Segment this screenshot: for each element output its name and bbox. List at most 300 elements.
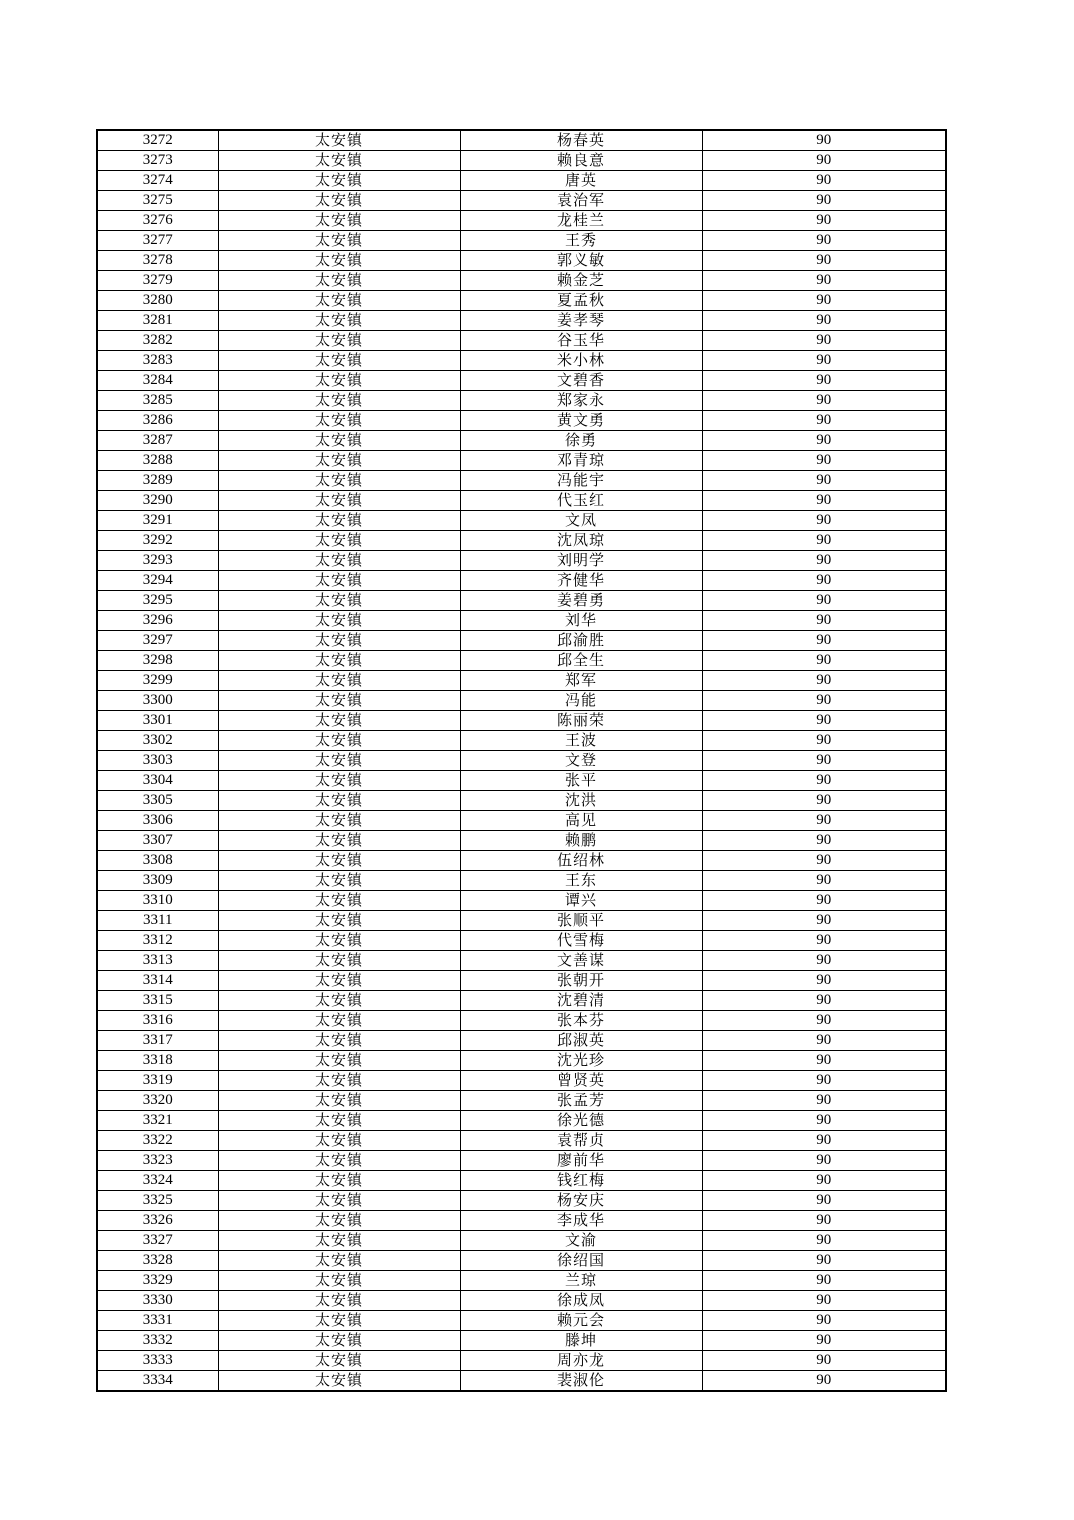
town-cell: 太安镇 bbox=[218, 671, 460, 691]
table-row bbox=[97, 1111, 946, 1131]
value-cell: 90 bbox=[702, 491, 946, 511]
name-cell: 邱全生 bbox=[460, 651, 702, 671]
value-cell: 90 bbox=[702, 171, 946, 191]
table-row bbox=[97, 791, 946, 811]
value-cell: 90 bbox=[702, 671, 946, 691]
table-body bbox=[97, 130, 946, 1391]
name-cell: 邱渝胜 bbox=[460, 631, 702, 651]
name-cell: 张平 bbox=[460, 771, 702, 791]
town-cell: 太安镇 bbox=[218, 1111, 460, 1131]
name-cell: 王秀 bbox=[460, 231, 702, 251]
town-cell: 太安镇 bbox=[218, 191, 460, 211]
row-number-cell: 3298 bbox=[97, 651, 218, 671]
name-cell: 沈凤琼 bbox=[460, 531, 702, 551]
table-row bbox=[97, 151, 946, 171]
table-row bbox=[97, 1231, 946, 1251]
town-cell: 太安镇 bbox=[218, 411, 460, 431]
name-cell: 曾贤英 bbox=[460, 1071, 702, 1091]
row-number-cell: 3294 bbox=[97, 571, 218, 591]
row-number-cell: 3329 bbox=[97, 1271, 218, 1291]
town-cell: 太安镇 bbox=[218, 451, 460, 471]
row-number-cell: 3317 bbox=[97, 1031, 218, 1051]
name-cell: 郭义敏 bbox=[460, 251, 702, 271]
town-cell: 太安镇 bbox=[218, 711, 460, 731]
row-number-cell: 3287 bbox=[97, 431, 218, 451]
value-cell: 90 bbox=[702, 931, 946, 951]
town-cell: 太安镇 bbox=[218, 271, 460, 291]
name-cell: 高见 bbox=[460, 811, 702, 831]
table-row bbox=[97, 491, 946, 511]
table-row bbox=[97, 711, 946, 731]
row-number-cell: 3308 bbox=[97, 851, 218, 871]
value-cell: 90 bbox=[702, 451, 946, 471]
value-cell: 90 bbox=[702, 1131, 946, 1151]
town-cell: 太安镇 bbox=[218, 851, 460, 871]
value-cell: 90 bbox=[702, 1331, 946, 1351]
town-cell: 太安镇 bbox=[218, 991, 460, 1011]
value-cell: 90 bbox=[702, 191, 946, 211]
name-cell: 周亦龙 bbox=[460, 1351, 702, 1371]
row-number-cell: 3310 bbox=[97, 891, 218, 911]
town-cell: 太安镇 bbox=[218, 491, 460, 511]
town-cell: 太安镇 bbox=[218, 130, 460, 151]
name-cell: 文渝 bbox=[460, 1231, 702, 1251]
row-number-cell: 3282 bbox=[97, 331, 218, 351]
name-cell: 邓青琼 bbox=[460, 451, 702, 471]
table-row bbox=[97, 1351, 946, 1371]
row-number-cell: 3333 bbox=[97, 1351, 218, 1371]
value-cell: 90 bbox=[702, 611, 946, 631]
table-row bbox=[97, 1291, 946, 1311]
town-cell: 太安镇 bbox=[218, 891, 460, 911]
town-cell: 太安镇 bbox=[218, 591, 460, 611]
table-row bbox=[97, 251, 946, 271]
value-cell: 90 bbox=[702, 651, 946, 671]
row-number-cell: 3293 bbox=[97, 551, 218, 571]
table-row bbox=[97, 551, 946, 571]
value-cell: 90 bbox=[702, 1371, 946, 1392]
table-row bbox=[97, 591, 946, 611]
row-number-cell: 3280 bbox=[97, 291, 218, 311]
town-cell: 太安镇 bbox=[218, 931, 460, 951]
row-number-cell: 3334 bbox=[97, 1371, 218, 1392]
table-row bbox=[97, 231, 946, 251]
row-number-cell: 3285 bbox=[97, 391, 218, 411]
town-cell: 太安镇 bbox=[218, 611, 460, 631]
name-cell: 袁治军 bbox=[460, 191, 702, 211]
value-cell: 90 bbox=[702, 731, 946, 751]
table-row bbox=[97, 731, 946, 751]
table-row bbox=[97, 1171, 946, 1191]
value-cell: 90 bbox=[702, 751, 946, 771]
table-row bbox=[97, 1091, 946, 1111]
name-cell: 冯能宇 bbox=[460, 471, 702, 491]
name-cell: 沈碧清 bbox=[460, 991, 702, 1011]
table-row bbox=[97, 331, 946, 351]
town-cell: 太安镇 bbox=[218, 811, 460, 831]
row-number-cell: 3321 bbox=[97, 1111, 218, 1131]
row-number-cell: 3316 bbox=[97, 1011, 218, 1031]
value-cell: 90 bbox=[702, 1151, 946, 1171]
value-cell: 90 bbox=[702, 291, 946, 311]
value-cell: 90 bbox=[702, 251, 946, 271]
town-cell: 太安镇 bbox=[218, 1231, 460, 1251]
value-cell: 90 bbox=[702, 331, 946, 351]
row-number-cell: 3330 bbox=[97, 1291, 218, 1311]
town-cell: 太安镇 bbox=[218, 1191, 460, 1211]
town-cell: 太安镇 bbox=[218, 1131, 460, 1151]
table-row bbox=[97, 651, 946, 671]
table-row bbox=[97, 471, 946, 491]
name-cell: 兰琼 bbox=[460, 1271, 702, 1291]
table-row bbox=[97, 531, 946, 551]
table-row bbox=[97, 1031, 946, 1051]
table-row bbox=[97, 911, 946, 931]
value-cell: 90 bbox=[702, 391, 946, 411]
row-number-cell: 3299 bbox=[97, 671, 218, 691]
row-number-cell: 3273 bbox=[97, 151, 218, 171]
row-number-cell: 3284 bbox=[97, 371, 218, 391]
table-row bbox=[97, 351, 946, 371]
town-cell: 太安镇 bbox=[218, 971, 460, 991]
name-cell: 代雪梅 bbox=[460, 931, 702, 951]
row-number-cell: 3296 bbox=[97, 611, 218, 631]
row-number-cell: 3286 bbox=[97, 411, 218, 431]
town-cell: 太安镇 bbox=[218, 1011, 460, 1031]
table-row bbox=[97, 811, 946, 831]
name-cell: 赖金芝 bbox=[460, 271, 702, 291]
name-cell: 沈洪 bbox=[460, 791, 702, 811]
table-row bbox=[97, 991, 946, 1011]
town-cell: 太安镇 bbox=[218, 391, 460, 411]
row-number-cell: 3304 bbox=[97, 771, 218, 791]
town-cell: 太安镇 bbox=[218, 871, 460, 891]
row-number-cell: 3328 bbox=[97, 1251, 218, 1271]
row-number-cell: 3322 bbox=[97, 1131, 218, 1151]
town-cell: 太安镇 bbox=[218, 211, 460, 231]
name-cell: 代玉红 bbox=[460, 491, 702, 511]
value-cell: 90 bbox=[702, 130, 946, 151]
name-cell: 赖良意 bbox=[460, 151, 702, 171]
value-cell: 90 bbox=[702, 231, 946, 251]
name-cell: 杨春英 bbox=[460, 130, 702, 151]
town-cell: 太安镇 bbox=[218, 1051, 460, 1071]
row-number-cell: 3306 bbox=[97, 811, 218, 831]
row-number-cell: 3272 bbox=[97, 130, 218, 151]
name-cell: 王波 bbox=[460, 731, 702, 751]
name-cell: 滕坤 bbox=[460, 1331, 702, 1351]
row-number-cell: 3289 bbox=[97, 471, 218, 491]
name-cell: 夏孟秋 bbox=[460, 291, 702, 311]
value-cell: 90 bbox=[702, 551, 946, 571]
name-cell: 廖前华 bbox=[460, 1151, 702, 1171]
row-number-cell: 3305 bbox=[97, 791, 218, 811]
table-row bbox=[97, 871, 946, 891]
value-cell: 90 bbox=[702, 811, 946, 831]
table-row bbox=[97, 971, 946, 991]
town-cell: 太安镇 bbox=[218, 471, 460, 491]
name-cell: 刘明学 bbox=[460, 551, 702, 571]
row-number-cell: 3292 bbox=[97, 531, 218, 551]
value-cell: 90 bbox=[702, 1091, 946, 1111]
name-cell: 谭兴 bbox=[460, 891, 702, 911]
value-cell: 90 bbox=[702, 531, 946, 551]
value-cell: 90 bbox=[702, 271, 946, 291]
town-cell: 太安镇 bbox=[218, 1311, 460, 1331]
value-cell: 90 bbox=[702, 951, 946, 971]
table-row bbox=[97, 1011, 946, 1031]
value-cell: 90 bbox=[702, 691, 946, 711]
name-cell: 冯能 bbox=[460, 691, 702, 711]
row-number-cell: 3320 bbox=[97, 1091, 218, 1111]
table-row bbox=[97, 831, 946, 851]
row-number-cell: 3303 bbox=[97, 751, 218, 771]
value-cell: 90 bbox=[702, 1311, 946, 1331]
town-cell: 太安镇 bbox=[218, 531, 460, 551]
name-cell: 文凤 bbox=[460, 511, 702, 531]
town-cell: 太安镇 bbox=[218, 171, 460, 191]
value-cell: 90 bbox=[702, 1071, 946, 1091]
town-cell: 太安镇 bbox=[218, 1091, 460, 1111]
name-cell: 李成华 bbox=[460, 1211, 702, 1231]
row-number-cell: 3313 bbox=[97, 951, 218, 971]
name-cell: 袁帮贞 bbox=[460, 1131, 702, 1151]
town-cell: 太安镇 bbox=[218, 1291, 460, 1311]
row-number-cell: 3279 bbox=[97, 271, 218, 291]
row-number-cell: 3325 bbox=[97, 1191, 218, 1211]
table-row bbox=[97, 1191, 946, 1211]
value-cell: 90 bbox=[702, 1351, 946, 1371]
table-row bbox=[97, 891, 946, 911]
value-cell: 90 bbox=[702, 1011, 946, 1031]
name-cell: 黄文勇 bbox=[460, 411, 702, 431]
town-cell: 太安镇 bbox=[218, 1031, 460, 1051]
row-number-cell: 3319 bbox=[97, 1071, 218, 1091]
table-row bbox=[97, 271, 946, 291]
name-cell: 张朝开 bbox=[460, 971, 702, 991]
town-cell: 太安镇 bbox=[218, 431, 460, 451]
value-cell: 90 bbox=[702, 351, 946, 371]
value-cell: 90 bbox=[702, 771, 946, 791]
town-cell: 太安镇 bbox=[218, 1171, 460, 1191]
value-cell: 90 bbox=[702, 1111, 946, 1131]
row-number-cell: 3327 bbox=[97, 1231, 218, 1251]
town-cell: 太安镇 bbox=[218, 1251, 460, 1271]
name-cell: 文碧香 bbox=[460, 371, 702, 391]
town-cell: 太安镇 bbox=[218, 831, 460, 851]
name-cell: 齐健华 bbox=[460, 571, 702, 591]
town-cell: 太安镇 bbox=[218, 1371, 460, 1392]
value-cell: 90 bbox=[702, 431, 946, 451]
row-number-cell: 3278 bbox=[97, 251, 218, 271]
row-number-cell: 3275 bbox=[97, 191, 218, 211]
town-cell: 太安镇 bbox=[218, 151, 460, 171]
value-cell: 90 bbox=[702, 1051, 946, 1071]
name-cell: 姜碧勇 bbox=[460, 591, 702, 611]
value-cell: 90 bbox=[702, 1211, 946, 1231]
row-number-cell: 3332 bbox=[97, 1331, 218, 1351]
value-cell: 90 bbox=[702, 831, 946, 851]
table-row bbox=[97, 311, 946, 331]
value-cell: 90 bbox=[702, 791, 946, 811]
table-row bbox=[97, 1271, 946, 1291]
town-cell: 太安镇 bbox=[218, 251, 460, 271]
name-cell: 米小林 bbox=[460, 351, 702, 371]
row-number-cell: 3326 bbox=[97, 1211, 218, 1231]
row-number-cell: 3283 bbox=[97, 351, 218, 371]
town-cell: 太安镇 bbox=[218, 551, 460, 571]
value-cell: 90 bbox=[702, 311, 946, 331]
row-number-cell: 3290 bbox=[97, 491, 218, 511]
town-cell: 太安镇 bbox=[218, 1151, 460, 1171]
value-cell: 90 bbox=[702, 471, 946, 491]
value-cell: 90 bbox=[702, 911, 946, 931]
name-cell: 刘华 bbox=[460, 611, 702, 631]
row-number-cell: 3331 bbox=[97, 1311, 218, 1331]
value-cell: 90 bbox=[702, 571, 946, 591]
table-row bbox=[97, 1071, 946, 1091]
table-row bbox=[97, 451, 946, 471]
value-cell: 90 bbox=[702, 411, 946, 431]
town-cell: 太安镇 bbox=[218, 1211, 460, 1231]
row-number-cell: 3291 bbox=[97, 511, 218, 531]
table-row bbox=[97, 431, 946, 451]
town-cell: 太安镇 bbox=[218, 731, 460, 751]
table-row bbox=[97, 771, 946, 791]
name-cell: 伍绍林 bbox=[460, 851, 702, 871]
table-row bbox=[97, 1151, 946, 1171]
name-cell: 徐成凤 bbox=[460, 1291, 702, 1311]
value-cell: 90 bbox=[702, 211, 946, 231]
town-cell: 太安镇 bbox=[218, 631, 460, 651]
town-cell: 太安镇 bbox=[218, 311, 460, 331]
row-number-cell: 3323 bbox=[97, 1151, 218, 1171]
name-cell: 张顺平 bbox=[460, 911, 702, 931]
value-cell: 90 bbox=[702, 1231, 946, 1251]
name-cell: 徐绍国 bbox=[460, 1251, 702, 1271]
name-cell: 文登 bbox=[460, 751, 702, 771]
value-cell: 90 bbox=[702, 1251, 946, 1271]
table-row bbox=[97, 191, 946, 211]
name-cell: 张孟芳 bbox=[460, 1091, 702, 1111]
name-cell: 张本芬 bbox=[460, 1011, 702, 1031]
name-cell: 文善谋 bbox=[460, 951, 702, 971]
town-cell: 太安镇 bbox=[218, 371, 460, 391]
name-cell: 赖鹏 bbox=[460, 831, 702, 851]
table-row bbox=[97, 1211, 946, 1231]
row-number-cell: 3277 bbox=[97, 231, 218, 251]
row-number-cell: 3281 bbox=[97, 311, 218, 331]
name-cell: 郑军 bbox=[460, 671, 702, 691]
town-cell: 太安镇 bbox=[218, 291, 460, 311]
table-row bbox=[97, 751, 946, 771]
town-cell: 太安镇 bbox=[218, 1351, 460, 1371]
row-number-cell: 3276 bbox=[97, 211, 218, 231]
name-cell: 沈光珍 bbox=[460, 1051, 702, 1071]
name-cell: 徐光德 bbox=[460, 1111, 702, 1131]
town-cell: 太安镇 bbox=[218, 351, 460, 371]
name-cell: 王东 bbox=[460, 871, 702, 891]
table-row bbox=[97, 171, 946, 191]
value-cell: 90 bbox=[702, 591, 946, 611]
row-number-cell: 3309 bbox=[97, 871, 218, 891]
value-cell: 90 bbox=[702, 711, 946, 731]
row-number-cell: 3295 bbox=[97, 591, 218, 611]
table-row bbox=[97, 211, 946, 231]
row-number-cell: 3300 bbox=[97, 691, 218, 711]
name-cell: 龙桂兰 bbox=[460, 211, 702, 231]
value-cell: 90 bbox=[702, 151, 946, 171]
table-row bbox=[97, 951, 946, 971]
name-cell: 赖元会 bbox=[460, 1311, 702, 1331]
table-row bbox=[97, 411, 946, 431]
town-cell: 太安镇 bbox=[218, 791, 460, 811]
value-cell: 90 bbox=[702, 971, 946, 991]
table-row bbox=[97, 671, 946, 691]
table-row bbox=[97, 1051, 946, 1071]
row-number-cell: 3318 bbox=[97, 1051, 218, 1071]
value-cell: 90 bbox=[702, 851, 946, 871]
data-table bbox=[96, 129, 947, 1392]
name-cell: 徐勇 bbox=[460, 431, 702, 451]
value-cell: 90 bbox=[702, 371, 946, 391]
table-row bbox=[97, 391, 946, 411]
value-cell: 90 bbox=[702, 1271, 946, 1291]
name-cell: 谷玉华 bbox=[460, 331, 702, 351]
row-number-cell: 3301 bbox=[97, 711, 218, 731]
value-cell: 90 bbox=[702, 631, 946, 651]
name-cell: 姜孝琴 bbox=[460, 311, 702, 331]
value-cell: 90 bbox=[702, 511, 946, 531]
name-cell: 唐英 bbox=[460, 171, 702, 191]
table-row bbox=[97, 1331, 946, 1351]
row-number-cell: 3307 bbox=[97, 831, 218, 851]
row-number-cell: 3297 bbox=[97, 631, 218, 651]
row-number-cell: 3302 bbox=[97, 731, 218, 751]
table-row bbox=[97, 611, 946, 631]
row-number-cell: 3274 bbox=[97, 171, 218, 191]
name-cell: 邱淑英 bbox=[460, 1031, 702, 1051]
row-number-cell: 3314 bbox=[97, 971, 218, 991]
name-cell: 裴淑伦 bbox=[460, 1371, 702, 1392]
name-cell: 钱红梅 bbox=[460, 1171, 702, 1191]
name-cell: 陈丽荣 bbox=[460, 711, 702, 731]
town-cell: 太安镇 bbox=[218, 331, 460, 351]
value-cell: 90 bbox=[702, 1191, 946, 1211]
table-row bbox=[97, 691, 946, 711]
table-row bbox=[97, 371, 946, 391]
town-cell: 太安镇 bbox=[218, 511, 460, 531]
value-cell: 90 bbox=[702, 1031, 946, 1051]
town-cell: 太安镇 bbox=[218, 651, 460, 671]
town-cell: 太安镇 bbox=[218, 231, 460, 251]
town-cell: 太安镇 bbox=[218, 751, 460, 771]
town-cell: 太安镇 bbox=[218, 1331, 460, 1351]
table-row bbox=[97, 291, 946, 311]
town-cell: 太安镇 bbox=[218, 691, 460, 711]
value-cell: 90 bbox=[702, 991, 946, 1011]
value-cell: 90 bbox=[702, 1291, 946, 1311]
town-cell: 太安镇 bbox=[218, 1071, 460, 1091]
table-row bbox=[97, 851, 946, 871]
row-number-cell: 3324 bbox=[97, 1171, 218, 1191]
table-row bbox=[97, 1311, 946, 1331]
town-cell: 太安镇 bbox=[218, 1271, 460, 1291]
row-number-cell: 3311 bbox=[97, 911, 218, 931]
value-cell: 90 bbox=[702, 891, 946, 911]
town-cell: 太安镇 bbox=[218, 911, 460, 931]
table-row bbox=[97, 1131, 946, 1151]
